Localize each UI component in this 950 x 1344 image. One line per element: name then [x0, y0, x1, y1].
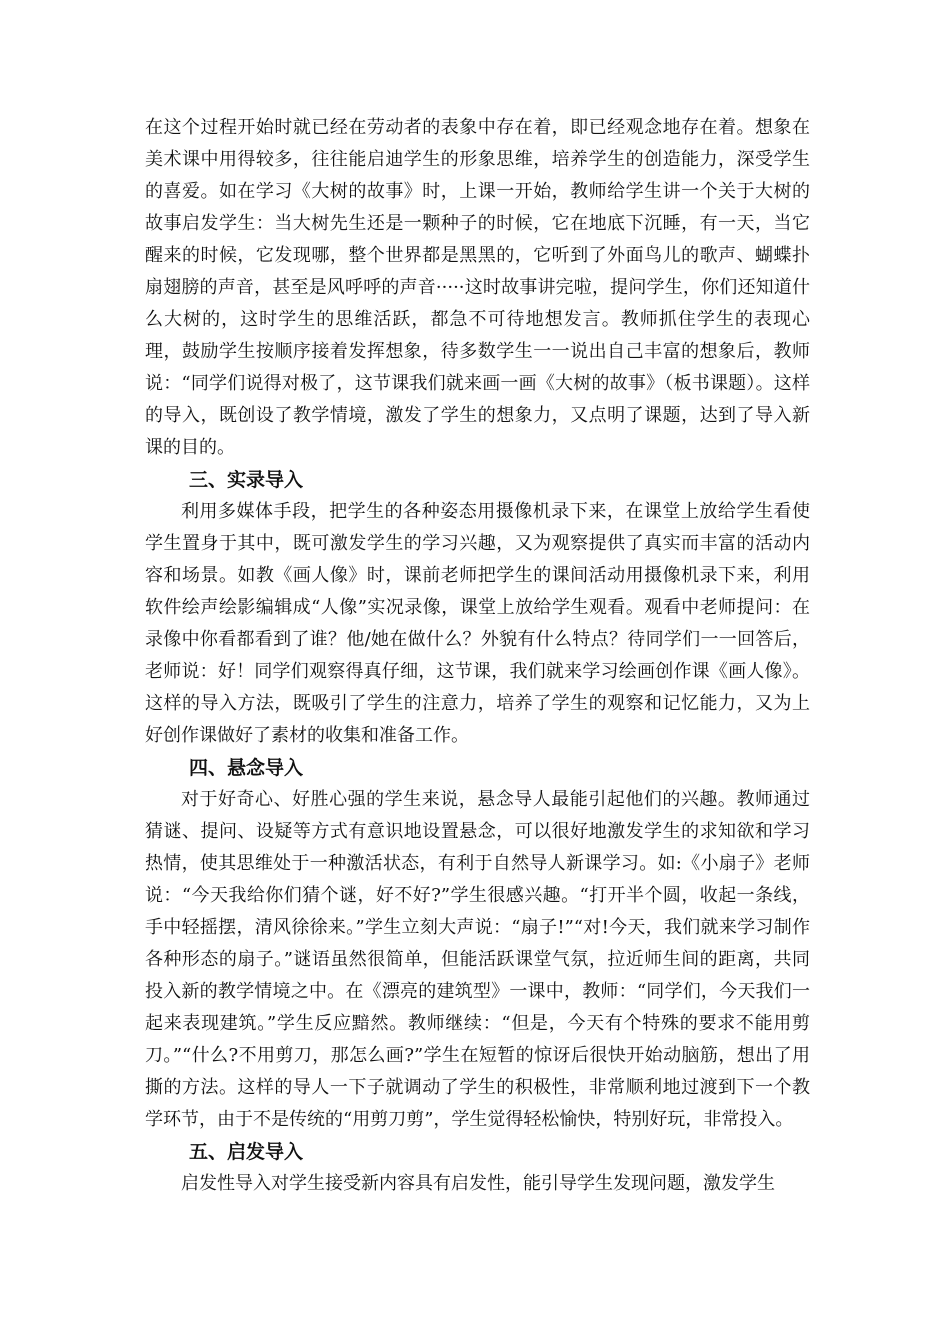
section-heading: 五、启发导入	[189, 1141, 304, 1163]
section-qifa	[145, 1136, 810, 1200]
section-shilu	[145, 464, 810, 752]
section-heading: 三、实录导入	[189, 469, 304, 491]
section-paragraph: 对于好奇心、好胜心强的学生来说，悬念导人最能引起他们的兴趣。教师通过猜谜、提问、设疑等方式有意识地设置悬念，可以很好地激发学生的求知欲和学习热情，使其思维处于一种激活状态，有利于自然导人新课学习。如:《小扇子》老师说：“今天我给你们猜个谜，好不好?”学生很感兴趣。“打开半个圆，收起一条线，手中轻摇摆，清风徐徐来。”学生立刻大声说：“扇子!”“对!今天，我们就来学习制作各种形态的扇子。”谜语虽然很简单，但能活跃课堂气氛，拉近师生间的距离，共同投入新的教学情境之中。在《漂亮的建筑型》一课中，教师：“同学们，今天我们一起来表现建筑。”学生反应黯然。教师继续：“但是，今天有个特殊的要求不能用剪刀。”“什么?不用剪刀，那怎么画?”学生在短暂的惊讶后很快开始动脑筋，想出了用撕的方法。这样的导人一下子就调动了学生的积极性，非常顺利地过渡到下一个教学环节，由于不是传统的“用剪刀剪”，学生觉得轻松愉快，特别好玩，非常投入。	[145, 789, 810, 1130]
document-page	[145, 112, 810, 1200]
section-heading: 四、悬念导入	[189, 757, 304, 779]
intro-paragraph: 在这个过程开始时就已经在劳动者的表象中存在着，即已经观念地存在着。想象在美术课中用得较多，往往能启迪学生的形象思维，培养学生的创造能力，深受学生的喜爱。如在学习《大树的故事》时，上课一开始，教师给学生讲一个关于大树的故事启发学生：当大树先生还是一颗种子的时候，它在地底下沉睡，有一天，当它醒来的时候，它发现哪，整个世界都是黑黑的，它听到了外面鸟儿的歌声、蝴蝶扑扇翅膀的声音，甚至是风呼呼的声音·····这时故事讲完啦，提问学生，你们还知道什么大树的，这时学生的思维活跃，都急不可待地想发言。教师抓住学生的表现心理，鼓励学生按顺序接着发挥想象，待多数学生一一说出自己丰富的想象后，教师说：“同学们说得对极了，这节课我们就来画一画《大树的故事》（板书课题）。这样的导入，既创设了教学情境，激发了学生的想象力，又点明了课题，达到了导入新课的目的。	[145, 117, 810, 458]
section-xuannian	[145, 752, 810, 1136]
section-paragraph: 利用多媒体手段，把学生的各种姿态用摄像机录下来，在课堂上放给学生看使学生置身于其中，既可激发学生的学习兴趣，又为观察提供了真实而丰富的活动内容和场景。如教《画人像》时，课前老师把学生的课间活动用摄像机录下来，利用软件绘声绘影编辑成“人像”实况录像，课堂上放给学生观看。观看中老师提问：在录像中你看都看到了谁？他/她在做什么？外貌有什么特点？待同学们一一回答后，老师说：好！同学们观察得真仔细，这节课，我们就来学习绘画创作课《画人像》。这样的导入方法，既吸引了学生的注意力，培养了学生的观察和记忆能力，又为上好创作课做好了素材的收集和准备工作。	[145, 501, 810, 746]
section-paragraph: 启发性导入对学生接受新内容具有启发性，能引导学生发现问题，激发学生	[181, 1173, 775, 1194]
